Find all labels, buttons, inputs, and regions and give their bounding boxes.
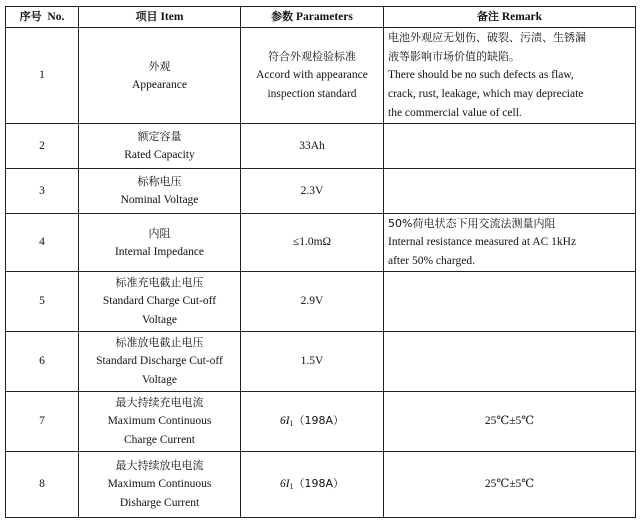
remark-cn-line: 50%荷电状态下用交流法测量内阻 [388,217,556,230]
param-coef: 6 [279,414,286,427]
remark-cn-line: 液等影响市场价值的缺陷。 [388,50,520,63]
row-no: 5 [6,272,79,332]
row-param [241,452,384,518]
row-no: 4 [6,214,79,272]
table-row [6,332,636,392]
spec-sheet [5,6,635,518]
row-no: 6 [6,332,79,392]
item-cn: 外观 [148,59,171,73]
remark-en-line: after 50% charged. [388,255,475,267]
row-param: 2.9V [241,272,384,332]
table-row [6,169,636,214]
header-remark [384,7,636,28]
row-remark [384,214,636,272]
remark-en-line: crack, rust, leakage, which may depreciate [388,88,584,100]
row-no: 8 [6,452,79,518]
param-coef: 6 [279,477,286,490]
item-en: Charge Current [123,434,195,446]
item-en: Internal Impedance [114,245,205,258]
row-no: 7 [6,392,79,452]
header-item-cn: 项目 [135,10,158,23]
header-params [241,7,384,28]
remark-en-line: the commercial value of cell. [388,107,522,119]
header-params-en: Parameters [296,11,353,23]
param-value: （198A） [293,413,345,427]
param-subscript: 1 [289,418,294,428]
remark-en-line: There should be no such defects as flaw, [388,69,574,81]
item-en: Voltage [142,374,177,386]
row-item [79,214,241,272]
item-en: Maximum Continuous [107,478,212,490]
item-en: Standard Discharge Cut-off [96,355,223,367]
item-en: Maximum Continuous [107,415,212,427]
row-param [241,28,384,124]
row-item [79,452,241,518]
row-no: 1 [6,28,79,124]
item-en: Nominal Voltage [120,194,199,206]
item-en: Voltage [142,314,177,326]
row-remark [384,169,636,214]
header-no-en: No. [47,11,65,23]
table-row [6,28,636,124]
header-no [6,7,79,28]
remark-en-line: Internal resistance measured at AC 1kHz [388,236,577,248]
item-cn: 最大持续充电电流 [115,396,204,409]
row-param [241,392,384,452]
item-cn: 内阻 [148,226,171,240]
row-param: ≤1.0mΩ [241,214,384,272]
row-item [79,332,241,392]
item-cn: 最大持续放电电流 [115,459,204,472]
row-remark [384,28,636,124]
item-en: Disharge Current [119,497,200,509]
row-item [79,124,241,169]
header-item-en: Item [160,11,184,23]
table-row [6,272,636,332]
row-param: 33Ah [241,124,384,169]
table-row [6,452,636,518]
row-remark [384,124,636,169]
param-en-line: inspection standard [267,88,357,100]
item-en: Appearance [132,78,187,91]
row-no: 2 [6,124,79,169]
header-params-cn: 参数 [271,10,294,23]
specification-table [5,6,636,518]
header-remark-en: Remark [501,11,543,23]
param-cn: 符合外观检验标准 [268,50,356,63]
table-header-row [6,7,636,28]
table-row [6,214,636,272]
table-row [6,392,636,452]
item-cn: 标准放电截止电压 [115,336,204,349]
table-row [6,124,636,169]
header-remark-cn: 备注 [476,10,499,23]
param-symbol: I [285,477,290,490]
row-remark [384,272,636,332]
row-param: 1.5V [241,332,384,392]
param-en-line: Accord with appearance [256,69,368,81]
param-value: （198A） [293,476,345,490]
row-item [79,28,241,124]
row-remark: 25℃±5℃ [384,392,636,452]
header-item [79,7,241,28]
param-symbol: I [285,414,290,427]
row-item [79,392,241,452]
item-cn: 额定容量 [137,130,182,143]
item-en: Rated Capacity [124,149,195,161]
row-remark [384,332,636,392]
remark-cn-line: 电池外观应无划伤、破裂、污渍、生锈漏 [388,31,586,44]
row-remark: 25℃±5℃ [384,452,636,518]
header-no-cn: 序号 [19,10,42,23]
param-subscript: 1 [289,481,294,491]
item-cn: 标准充电截止电压 [115,276,204,289]
row-item [79,169,241,214]
item-cn: 标称电压 [137,175,182,188]
row-param: 2.3V [241,169,384,214]
item-en: Standard Charge Cut-off [102,295,217,307]
row-no: 3 [6,169,79,214]
row-item [79,272,241,332]
